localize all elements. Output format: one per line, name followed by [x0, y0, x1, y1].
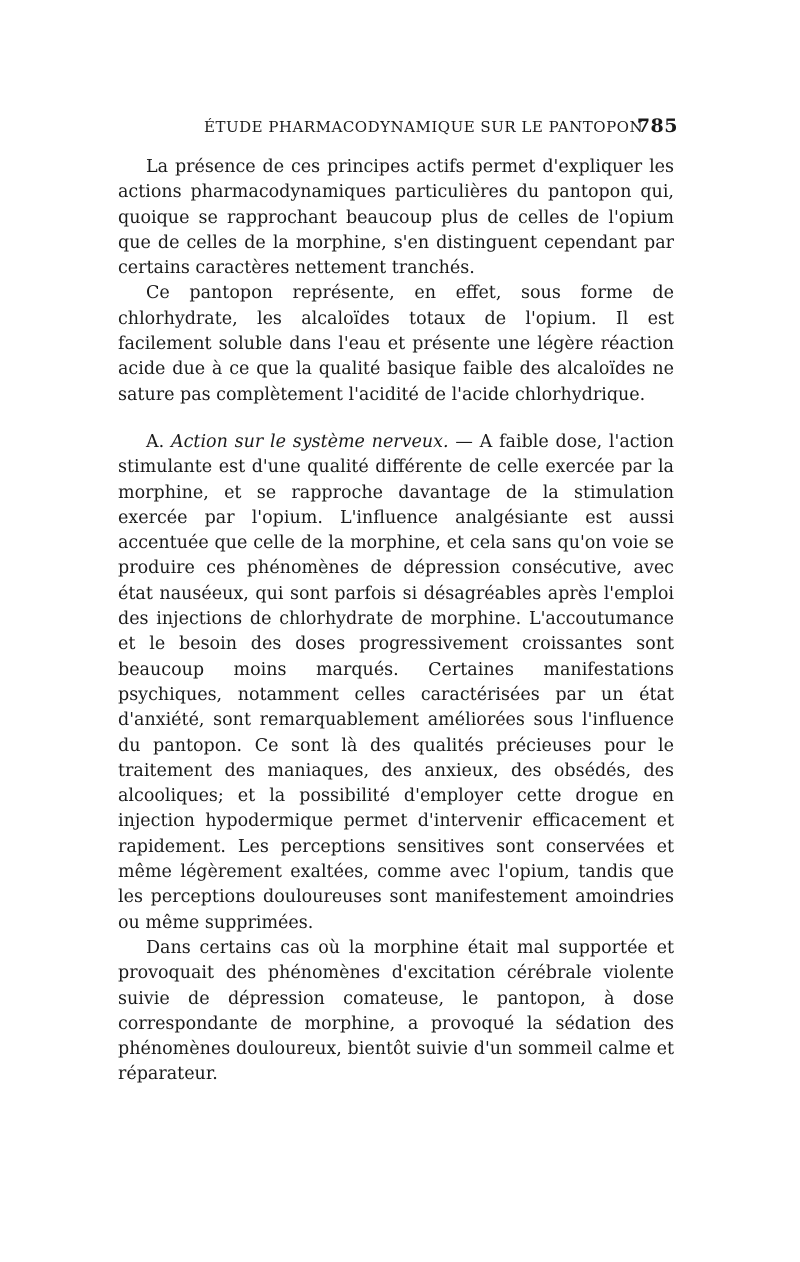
paragraph-3-text: — A faible dose, l'action stimulante est d'une qualité différente de celle exercée par la morphine, et se rapproche davantage de la stimulation exercée par l'opium. L'influence analgésiante est aussi accentuée que celle de la morphine, et cela sans qu'on voie se produire ces phénomènes de dépression consécutive, avec état nauséeux, qui sont parfois si désagréables après l'emploi des injections de chlorhydrate de morphine. L'accoutumance et le besoin des doses progressivement croissantes sont beaucoup moins marqués. Certaines manifestations psychiques, notamment celles caractérisées par un état d'anxiété, sont remarquablement améliorées sous l'influence du pantopon. Ce sont là des qualités précieuses pour le traitement des maniaques, des anxieux, des obsédés, des alcooliques; et la possibilité d'employer cette drogue en injection hypodermique permet d'intervenir efficacement et rapidement. Les perceptions sensitives sont conservées et même légèrement exaltées, comme avec l'opium, tandis que les perceptions douloureuses sont manifestement amoindries ou même supprimées. [118, 431, 674, 933]
page-body [118, 155, 674, 1088]
running-title: ÉTUDE PHARMACODYNAMIQUE SUR LE PANTOPON [204, 118, 644, 136]
paragraph-1: La présence de ces principes actifs permet d'expliquer les actions pharmacodynamiques particulières du pantopon qui, quoique se rapprochant beaucoup plus de celles de l'opium que de celles de la morphine, s'en distinguent cependant par certains caractères nettement tranchés. [118, 157, 674, 279]
paragraph-3 [118, 430, 674, 936]
paragraph-2: Ce pantopon représente, en effet, sous forme de chlorhydrate, les alcaloïdes totaux de l'opium. Il est facilement soluble dans l'eau et présente une légère réaction acide due à ce que la qualité basique faible des alcaloïdes ne sature pas complètement l'acidité de l'acide chlorhydrique. [118, 283, 674, 405]
section-heading: Action sur le système nerveux. [170, 431, 449, 452]
paragraph-4: Dans certains cas où la morphine était mal supportée et provoquait des phénomènes d'excitation cérébrale violente suivie de dépression comateuse, le pantopon, à dose correspondante de morphine, a provoqué la sédation des phénomènes douloureux, bientôt suivie d'un sommeil calme et réparateur. [118, 937, 674, 1085]
section-lead: A. [146, 431, 165, 452]
page-number: 785 [636, 115, 678, 137]
